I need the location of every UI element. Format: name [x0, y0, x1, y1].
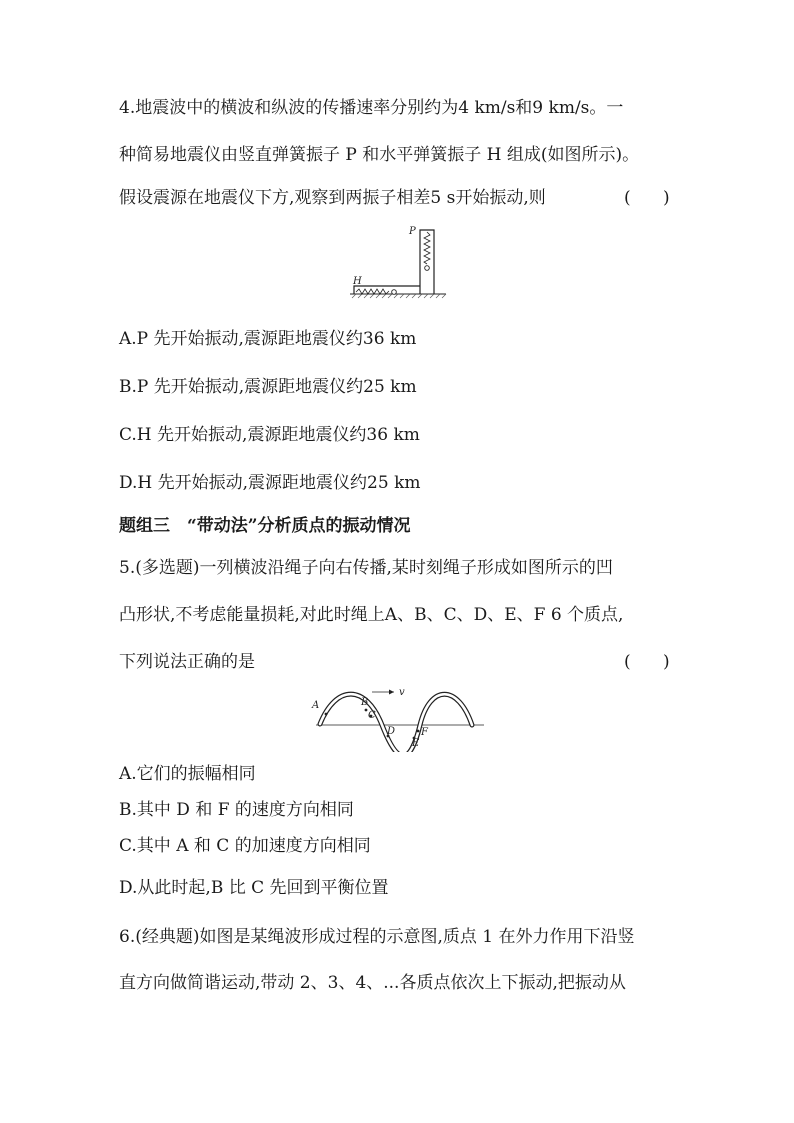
- q6-text-line-2: 直方向做简谐运动,带动 2、3、4、...各质点依次上下振动,把振动从: [119, 973, 626, 993]
- seismograph-figure: [350, 224, 450, 300]
- vertical-spring: [424, 232, 430, 264]
- label-f: F: [421, 727, 428, 738]
- label-b: B: [361, 697, 369, 708]
- q5-text-line-3: 下列说法正确的是: [119, 652, 255, 672]
- q4-answer-blank: ( ): [624, 188, 670, 208]
- label-d: D: [387, 726, 396, 737]
- q4-option-b: B.P 先开始振动,震源距地震仪约25 km: [119, 377, 417, 397]
- q4-option-a: A.P 先开始振动,震源距地震仪约36 km: [119, 329, 417, 349]
- label-p: P: [409, 226, 416, 237]
- horizontal-oscillator-mass: [392, 290, 397, 295]
- q6-text-line-1: 6.(经典题)如图是某绳波形成过程的示意图,质点 1 在外力作用下沿竖: [119, 927, 635, 947]
- label-e: E: [412, 738, 420, 749]
- label-c: C: [368, 710, 376, 721]
- ground-hatching: [352, 294, 446, 298]
- q5-option-c: C.其中 A 和 C 的加速度方向相同: [119, 836, 371, 856]
- horizontal-spring: [356, 289, 389, 294]
- q4-option-c: C.H 先开始振动,震源距地震仪约36 km: [119, 425, 420, 445]
- label-v: v: [399, 687, 405, 698]
- q5-answer-blank: ( ): [624, 652, 670, 672]
- q5-option-a: A.它们的振幅相同: [119, 764, 256, 784]
- vertical-oscillator-mass: [425, 266, 430, 271]
- q5-text-line-2: 凸形状,不考虑能量损耗,对此时绳上A、B、C、D、E、F 6 个质点,: [119, 605, 624, 625]
- q4-text-line-1: 4.地震波中的横波和纵波的传播速率分别约为4 km/s和9 km/s。一: [119, 98, 624, 118]
- q4-text-line-3: 假设震源在地震仪下方,观察到两振子相差5 s开始振动,则: [119, 188, 546, 208]
- q4-option-d: D.H 先开始振动,震源距地震仪约25 km: [119, 473, 421, 493]
- label-h: H: [353, 276, 362, 287]
- q4-text-line-2: 种简易地震仪由竖直弹簧振子 P 和水平弹簧振子 H 组成(如图所示)。: [119, 145, 640, 165]
- rope-wave: [320, 694, 472, 752]
- q5-option-d: D.从此时起,B 比 C 先回到平衡位置: [119, 878, 389, 898]
- q5-option-b: B.其中 D 和 F 的速度方向相同: [119, 800, 354, 820]
- rope-wave-figure: [306, 684, 488, 752]
- section-heading: 题组三 “带动法”分析质点的振动情况: [119, 516, 411, 536]
- q5-text-line-1: 5.(多选题)一列横波沿绳子向右传播,某时刻绳子形成如图所示的凹: [119, 558, 613, 578]
- label-a: A: [312, 700, 320, 711]
